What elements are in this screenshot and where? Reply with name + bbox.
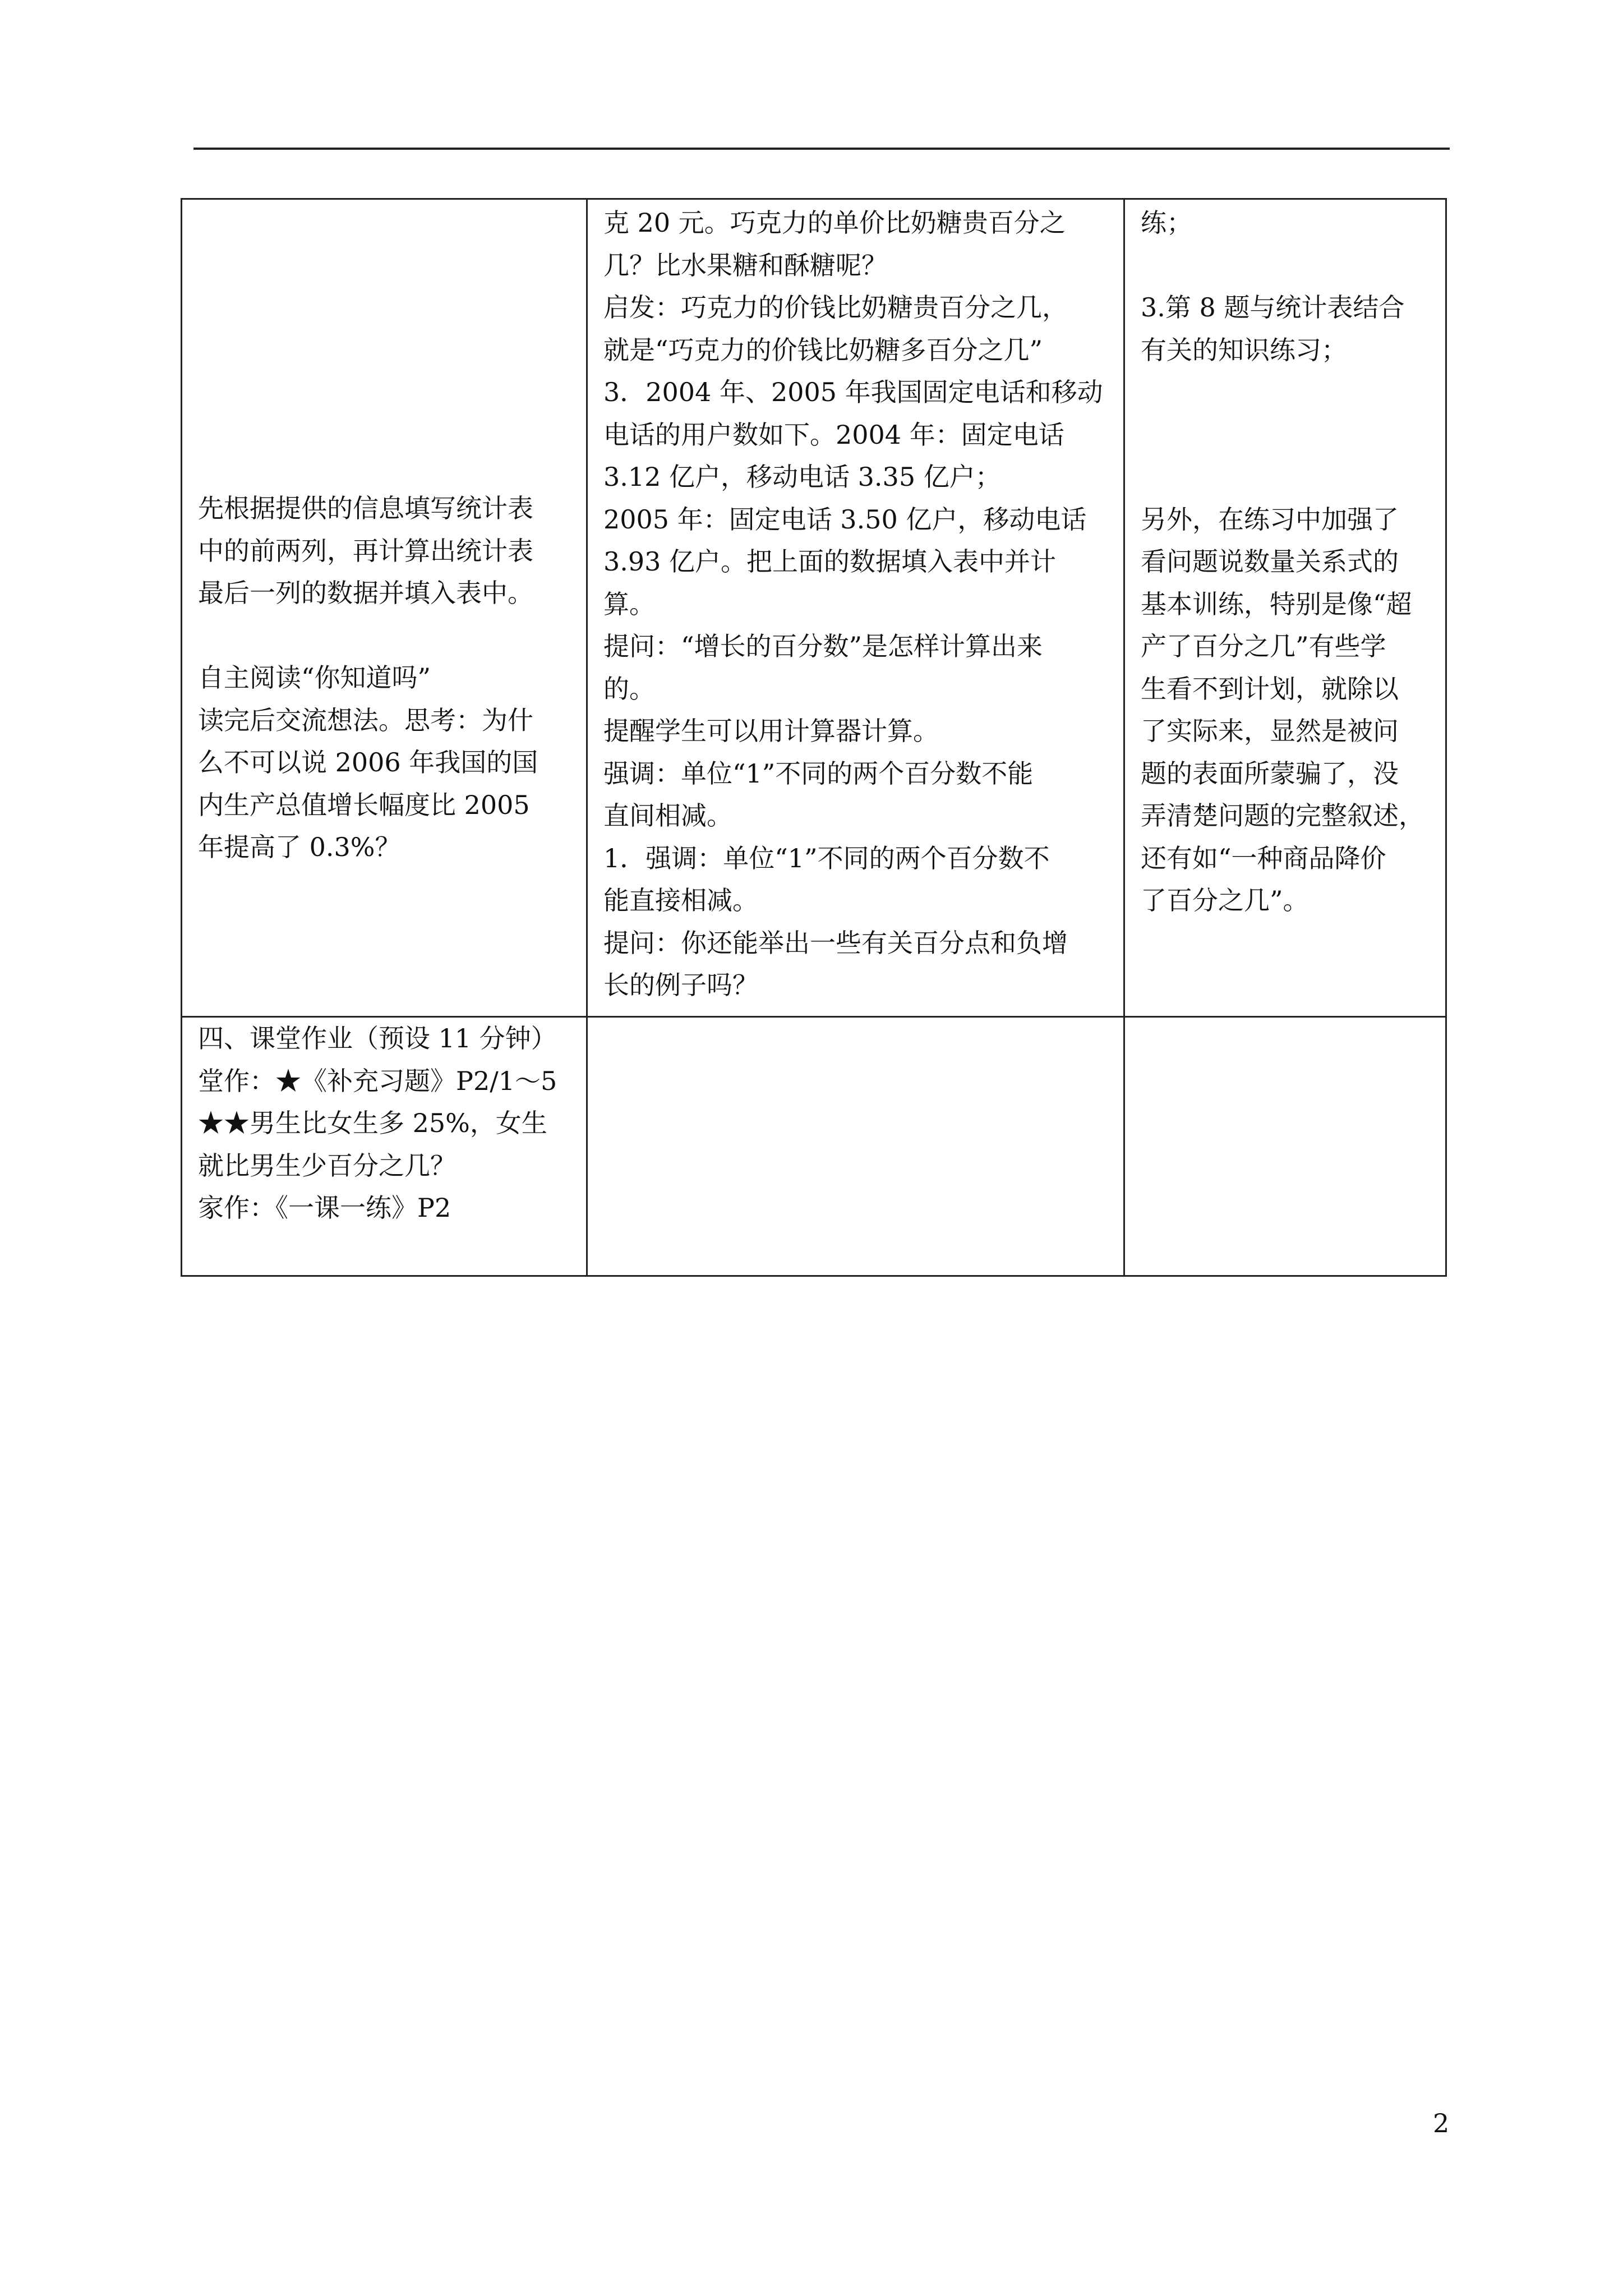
- student-activity-text: [182, 200, 586, 869]
- text-line: 的。: [603, 673, 655, 704]
- table-row: [182, 199, 1446, 1017]
- text-line: 克 20 元。巧克力的单价比奶糖贵百分之: [603, 208, 1066, 238]
- text-line: ★★男生比女生多 25%，女生: [198, 1108, 547, 1138]
- text-line: 练；: [1141, 208, 1192, 238]
- teacher-activity-cell: [587, 199, 1124, 1017]
- text-line: 算。: [603, 588, 655, 619]
- text-line: 年提高了 0.3%？: [198, 832, 401, 862]
- text-line: 直间相减。: [603, 800, 732, 831]
- text-line: 3.12 亿户，移动电话 3.35 亿户；: [603, 462, 1001, 492]
- blank-line: [1141, 245, 1445, 287]
- text-line: 1．强调：单位“1”不同的两个百分数不: [603, 843, 1050, 873]
- text-line: 3．2004 年、2005 年我国固定电话和移动: [603, 377, 1103, 407]
- text-line: 堂作：★《补充习题》P2/1～5: [198, 1065, 557, 1096]
- text-line: 3.93 亿户。把上面的数据填入表中并计: [603, 546, 1057, 577]
- text-line: 提问：“增长的百分数”是怎样计算出来: [603, 631, 1043, 661]
- text-line: 还有如“一种商品降价: [1141, 843, 1386, 873]
- text-line: 么不可以说 2006 年我国的国: [198, 747, 538, 777]
- text-line: 基本训练，特别是像“超: [1141, 588, 1412, 619]
- text-line: 提醒学生可以用计算器计算。: [603, 716, 939, 746]
- text-line: 题的表面所蒙骗了，没: [1141, 758, 1399, 789]
- blank-line: [1141, 456, 1445, 499]
- empty-cell: [1124, 1017, 1446, 1276]
- student-activity-cell: [182, 199, 587, 1017]
- design-notes-text: [1125, 200, 1445, 922]
- text-line: 几？比水果糖和酥糖呢？: [603, 250, 887, 280]
- text-line: 强调：单位“1”不同的两个百分数不能: [603, 758, 1034, 789]
- table-row: [182, 1017, 1446, 1276]
- blank-line: [1141, 371, 1445, 414]
- text-line: 家作：《一课一练》P2: [198, 1193, 451, 1223]
- page-number: 2: [1433, 2108, 1450, 2138]
- header-rule: [193, 148, 1450, 150]
- text-line: 能直接相减。: [603, 885, 758, 915]
- text-line: 启发：巧克力的价钱比奶糖贵百分之几，: [603, 292, 1068, 323]
- design-notes-cell: [1124, 199, 1446, 1017]
- text-line: 有关的知识练习；: [1141, 334, 1347, 365]
- text-line: 读完后交流想法。思考：为什: [198, 705, 533, 735]
- text-line: 了百分之几”。: [1141, 885, 1309, 915]
- classwork-text: [182, 1018, 586, 1230]
- text-line: 电话的用户数如下。2004 年：固定电话: [603, 419, 1064, 450]
- text-line: 2005 年：固定电话 3.50 亿户，移动电话: [603, 504, 1087, 535]
- empty-cell: [587, 1017, 1124, 1276]
- text-line: 最后一列的数据并填入表中。: [198, 578, 533, 608]
- teacher-activity-text: [588, 200, 1123, 1007]
- text-line: 3.第 8 题与统计表结合: [1141, 292, 1405, 323]
- text-line: 自主阅读“你知道吗”: [198, 662, 431, 693]
- text-line: 长的例子吗？: [603, 970, 758, 1000]
- text-line: 中的前两列，再计算出统计表: [198, 535, 533, 566]
- text-line: 了实际来，显然是被问: [1141, 716, 1399, 746]
- lesson-plan-table: [181, 198, 1447, 1277]
- text-line: 就是“巧克力的价钱比奶糖多百分之几”: [603, 334, 1043, 365]
- classwork-cell: [182, 1017, 587, 1276]
- blank-line: [1141, 414, 1445, 457]
- text-line: 生看不到计划，就除以: [1141, 673, 1399, 704]
- text-line: 提问：你还能举出一些有关百分点和负增: [603, 927, 1068, 958]
- text-line: 产了百分之几”有些学: [1141, 631, 1386, 661]
- text-line: 四、课堂作业（预设 11 分钟）: [198, 1023, 557, 1053]
- text-line: 看问题说数量关系式的: [1141, 546, 1399, 577]
- blank-line: [198, 615, 586, 657]
- text-line: 先根据提供的信息填写统计表: [198, 493, 533, 523]
- text-line: 另外，在练习中加强了: [1141, 504, 1399, 535]
- text-line: 就比男生少百分之几？: [198, 1150, 456, 1181]
- text-line: 内生产总值增长幅度比 2005: [198, 789, 530, 820]
- text-line: 弄清楚问题的完整叙述，: [1141, 800, 1424, 831]
